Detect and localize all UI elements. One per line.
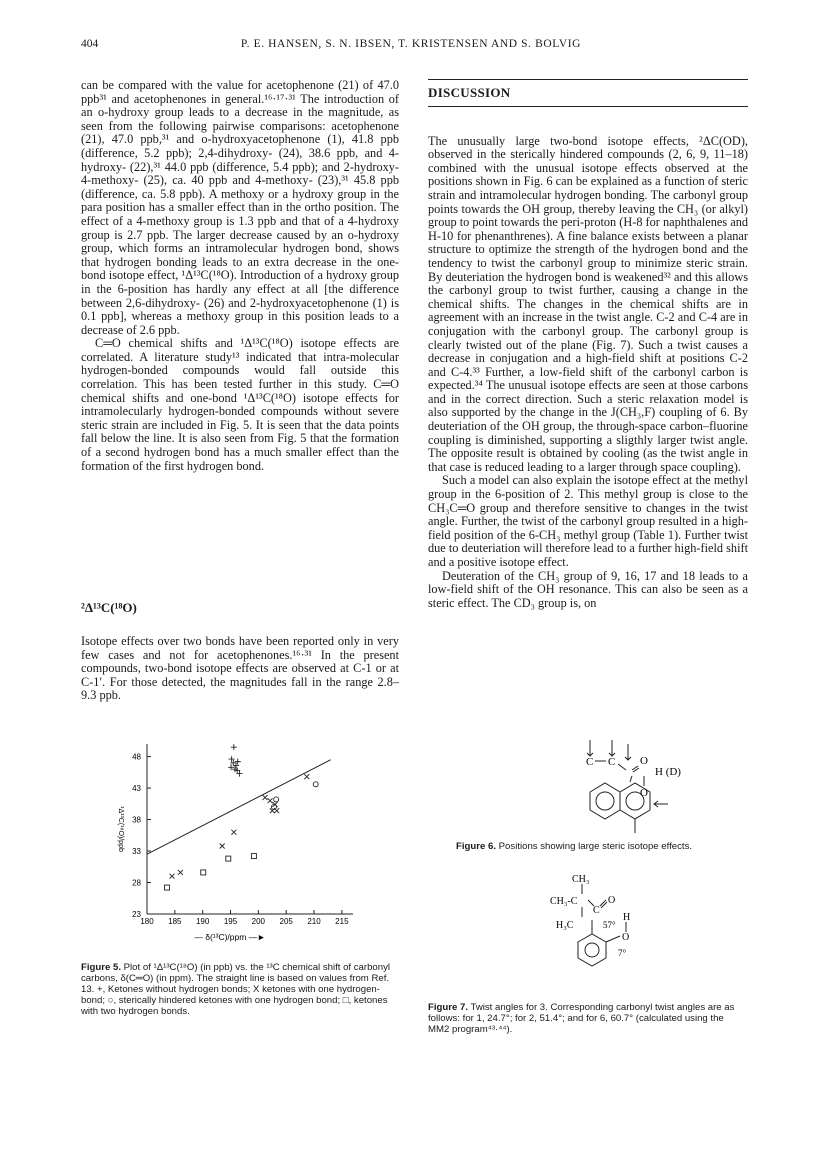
right-paragraph-1: The unusually large two-bond isotope effects, ²ΔC(OD), observed in the sterically hindered compounds (2, 6, 9, 11–18) combined with the unusual isotope effects observed at the positions shown in Fig. 6 can be explained as a function of steric strain and intramolecular hydrogen bonding. The carbonyl group points towards the OH group, thereby leaving the CH₃ (or alkyl) group to point towards the peri-proton (H-8 for naphthalenes and H-10 for phenanthrenes). A fine balance exists between a planar structure to optimize the strength of the hydrogen bond and the tendency to twist the carbonyl group to minimize steric strain. By deuteriation the hydrogen bond is weakened³² and this allows the carbonyl group to twist further, causing a change in the chemical shifts. The changes in the chemical shifts are in agreement with an increase in the twist angle. C-2 and C-4 are in conjugation with the carbonyl group. The carbonyl group is clearly twisted out of the plane (Fig. 7). Such a twist causes a decrease in conjugation and a high-field shift at positions C-2 and C-4.³³ Further, a low-field shift of the carbonyl carbon is expected.³⁴ The unusual isotope effects are seen at those carbons and in the correct direction. Such a steric relaxation model is also supported by the change in the J(CH₃,F) coupling of 6. By deuteriation of the OH group, the through-space carbon–fluorine coupling is diminished, supporting a sligthly larger twist angle. The opposite result is obtained by cooling (as the twist angle in that case is reduced leading to a larger through space coupling). xyxy=(428,133,748,474)
right-column xyxy=(428,79,748,610)
x-tick-label: 215 xyxy=(335,917,349,926)
data-point-cross xyxy=(170,874,175,879)
fig7-o2: O xyxy=(622,932,630,943)
running-authors: P. E. HANSEN, S. N. IBSEN, T. KRISTENSEN AND S. BOLVIG xyxy=(240,38,582,50)
fig7-angle-57: 57° xyxy=(603,920,616,930)
y-axis-label: ¹Δ¹³C(¹⁸O)/ppb xyxy=(117,806,124,852)
heading-bottom-rule xyxy=(428,106,748,107)
y-tick-label: 33 xyxy=(132,847,141,857)
data-point-cross xyxy=(231,830,236,835)
data-point-cross xyxy=(220,844,225,849)
data-point-plus xyxy=(231,744,237,750)
left-paragraph-2: C═O chemical shifts and ¹Δ¹³C(¹⁸O) isotope effects are correlated. A literature study¹³ indicated that intra-molecular hydrogen-bonded compounds would fall outside this correlation. This has been tested further in this study. C═O chemical shifts and one-bond ¹Δ¹³C(¹⁸O) isotope effects for intramolecularly hydrogen-bonded compounds without severe steric strain are included in Fig. 5. It is seen that the data points fall below the line. It is also seen from Fig. 5 that the formation of a second hydrogen bond has a much smaller effect than the formation of the first hydrogen bond. xyxy=(81,336,399,473)
fig6-label-o-top: O xyxy=(640,755,648,767)
y-tick-label: 43 xyxy=(132,784,141,794)
figure6-caption xyxy=(456,841,746,852)
data-point-cross xyxy=(304,774,309,779)
data-point-circle xyxy=(313,782,318,787)
fig7-o1: O xyxy=(608,895,616,906)
x-tick-label: 195 xyxy=(223,917,238,926)
data-point-circle xyxy=(274,797,279,802)
left-paragraph-3: Isotope effects over two bonds have been reported only in very few cases and not for acetophenones.¹⁶·³¹ In the present compounds, two-bond isotope effects are observed at C-1 or at C-1′. For those detected, the magnitudes fall in the range 2.8–9.3 ppb. xyxy=(81,634,399,703)
fig7-angle-7: 7° xyxy=(618,948,627,958)
figure6-structure xyxy=(560,734,730,844)
fig6-label-c1: C xyxy=(586,756,594,768)
right-paragraph-2: Such a model can also explain the isotope effect at the methyl group in the 6-position of 2. This methyl group is close to the CH₃C═O group and therefore sensitive to changes in the twist angle. Further, the twist of the carbonyl group resulted in a high-field position of the 6-CH₃ methyl group (Table 1). Further twist due to deuteriation will therefore lead to a further high-field shift and a positive isotope effect. xyxy=(428,473,748,569)
fig6-label-o-bottom: O xyxy=(640,787,648,799)
figure7-caption xyxy=(428,1002,746,1035)
x-tick-label: 190 xyxy=(195,917,210,926)
x-tick-label: 200 xyxy=(251,917,266,926)
y-tick-label: 38 xyxy=(132,815,141,825)
data-point-square xyxy=(251,854,256,859)
figure6-caption-label: Figure 6. xyxy=(456,841,496,852)
data-point-cross xyxy=(263,795,268,800)
fig7-ch3-top: CH₃ xyxy=(572,874,590,885)
figure5-caption xyxy=(81,962,399,1017)
y-tick-label: 23 xyxy=(132,910,141,919)
page-header xyxy=(81,38,741,58)
fig7-c: C xyxy=(593,905,600,916)
figure7-caption-text: Twist angles for 3. Corresponding carbonyl twist angles are as follows: for 1, 24.7°; for 2, 51.4°; and for 6, 60.7° (calculated using the MM2 program⁴³·⁴⁴). xyxy=(428,1002,735,1035)
chart-svg xyxy=(103,736,383,961)
data-point-cross xyxy=(268,798,273,803)
y-tick-label: 48 xyxy=(132,752,141,762)
x-tick-label: 205 xyxy=(279,917,293,926)
page-number: 404 xyxy=(81,38,99,50)
left-column xyxy=(81,79,399,473)
x-tick-label: 185 xyxy=(168,917,182,926)
figure5-caption-text: Plot of ¹Δ¹³C(¹⁸O) (in ppb) vs. the ¹³C chemical shift of carbonyl carbons, δ(C═O) (in ppm). The straight line is based on values from Ref. 13. +, Ketones without hydrogen bonds; X ketones with one hydrogen-bond; ○, sterically hindered ketones with one hydrogen bond; □, ketones with two hydrogen bonds. xyxy=(81,962,391,1017)
figure5-chart xyxy=(103,736,383,961)
section-subheading: ²Δ¹³C(¹⁸O) xyxy=(81,600,137,615)
y-tick-label: 28 xyxy=(132,878,141,888)
data-point-cross xyxy=(178,870,183,875)
left-paragraph-1: can be compared with the value for acetophenone (21) of 47.0 ppb³¹ and acetophenones in general.¹⁶·¹⁷·³¹ The introduction of an o-hydroxy group leads to a decrease in the magnitude, as seen from the following pairwise comparisons: acetophenone (21), 47.0 ppb,³¹ and o-hydroxyacetophenone (1), 41.8 ppb (difference, 5.2 ppb); 2,4-dihydroxy- (24), 38.6 ppb, and 4-hydroxy- (22),³¹ 44.0 ppb (difference, 5.4 ppb); and 2-hydroxy-4-methoxy- (25), ca. 40 ppb and 4-methoxy- (23),³¹ 45.8 ppb (difference, ca. 5.8 ppb). A methoxy or a hydroxy group in the para position has a smaller effect than in the ortho position. The effect of a 4-methoxy group is 1.3 ppb and that of a 4-hydroxy group is 2.7 ppb. The larger decrease caused by an o-hydroxy group, which forms an intramolecular hydrogen bond, shows that hydrogen bonding leads to an extra decrease in the one-bond isotope effect, ¹Δ¹³C(¹⁸O). Introduction of a hydroxy group in the 6-position has hardly any effect at all [the difference between 2,6-dihydroxy- (26) and 2-hydroxyacetophenone (1) is 0.1 ppb], whereas a methoxy group in this position leads to a decrease of 2.6 ppb. xyxy=(81,78,399,337)
data-point-square xyxy=(226,856,231,861)
fig7-h: H xyxy=(623,912,631,923)
figure5-caption-label: Figure 5. xyxy=(81,962,121,973)
data-point-square xyxy=(201,870,206,875)
x-axis-label: — δ(¹³C)/ppm —► xyxy=(194,932,266,942)
x-tick-label: 180 xyxy=(140,917,154,926)
fig6-label-hd: H (D) xyxy=(655,766,681,778)
figure7-caption-label: Figure 7. xyxy=(428,1002,468,1013)
fig6-label-c2: C xyxy=(608,756,616,768)
discussion-heading: DISCUSSION xyxy=(428,85,511,100)
right-paragraph-3: Deuteration of the CH₃ group of 9, 16, 17 and 18 leads to a low-field shift of the OH resonance. This can also be seen as a steric effect. The CD₃ group is, on xyxy=(428,568,748,610)
x-tick-label: 210 xyxy=(307,917,321,926)
heading-top-rule xyxy=(428,79,748,80)
data-point-square xyxy=(165,885,170,890)
fig7-h3c: H₃C xyxy=(556,920,574,931)
figure6-caption-text: Positions showing large steric isotope effects. xyxy=(498,841,693,852)
fig7-ch3-c: CH₃-C xyxy=(550,896,578,907)
figure7-structure xyxy=(548,870,688,1000)
